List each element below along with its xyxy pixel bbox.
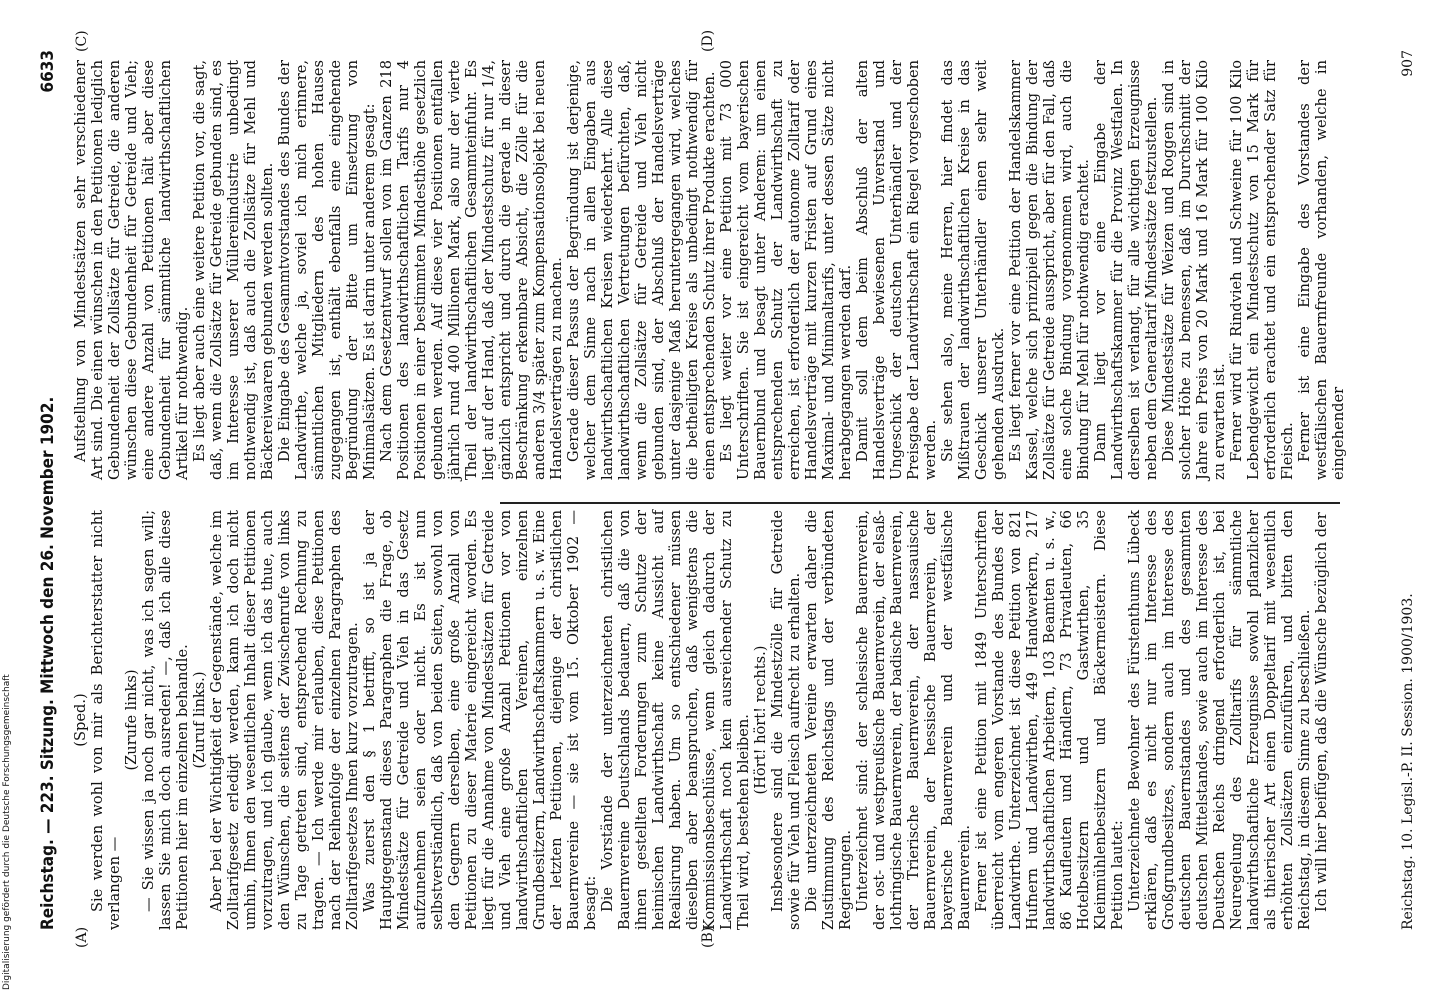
header-title: Reichstag. — 223. Sitzung. Mittwoch den 26. November 1902. xyxy=(38,396,58,930)
column-divider xyxy=(500,502,1340,504)
paragraph: Aufstellung von Mindestsätzen sehr verschiedener Art sind. Die einen wünschen in den Petitionen lediglich Gebundenheit der Zollsätze für Getreide, die anderen wünschen diese Gebundenheit für Getreide und Vieh; eine andere Anzahl von Petitionen hält aber diese Gebundenheit für sämmtliche landwirthschaftlichen Artikel für nothwendig. xyxy=(72,60,191,480)
footer-page-number: 907 xyxy=(1400,50,1416,77)
left-column xyxy=(72,510,1330,930)
paragraph: (Zurufe links) xyxy=(123,669,140,771)
paragraph: Die unterzeichneten Vereine erwarten daher die Zustimmung des Reichstags und der verbündeten Regierungen. xyxy=(803,510,854,930)
paragraph: Es liegt weiter vor eine Petition mit 73 000 Unterschriften. Sie ist eingereicht vom bayerischen Bauernbund und besagt unter Anderem: um einen entsprechenden Schutz der Landwirthschaft zu erreichen, ist erforderlich der autonome Zolltarif oder Handelsverträge mit kurzen Fristen auf Grund eines Maximal- und Minimaltarifs, unter dessen Sätze nicht herabgegangen werden darf. xyxy=(718,60,854,480)
margin-mark-a: (A) xyxy=(74,926,90,948)
paragraph: Diese Mindestsätze für Weizen und Roggen sind in solcher Höhe zu bemessen, daß im Durchschnitt der Jahre ein Preis von 20 Mark und 16 Mark für 100 Kilo zu erwarten ist. xyxy=(1160,60,1228,480)
paragraph: (Hört! hört! rechts.) xyxy=(752,645,769,795)
margin-mark-b: (B) xyxy=(700,926,716,948)
paragraph: Sie sehen also, meine Herren, hier findet das Mißtrauen der landwirthschaftlichen Kreise in das Geschick unserer Unterhändler einen sehr weit gehenden Ausdruck. xyxy=(939,60,1007,480)
paragraph: Unterzeichnet sind: der schlesische Bauernverein, der ost- und westpreußische Bauernverein, der elsaß-lothringische Bauernverein, der badische Bauernverein, der Trierische Bauernverein, der nassauische Bauernverein, der hessische Bauernverein, der bayerische Bauernverein und der westfälische Bauernverein. xyxy=(854,510,973,930)
paragraph: Was zuerst den § 1 betrifft, so ist ja der Hauptgegenstand dieses Paragraphen die Frage, ob Mindestsätze für Getreide und Vieh in das Gesetz aufzunehmen seien oder nicht. Es ist nun selbstverständlich, daß von beiden Seiten, sowohl von den Gegnern derselben, eine große Anzahl von Petitionen zu dieser Materie eingereicht worden. Es liegt für die Annahme von Mindestsätzen für Getreide und Vieh eine große Anzahl Petitionen vor von landwirthschaftlichen Vereinen, einzelnen Grundbesitzern, Landwirthschaftskammern u. s. w. Eine der letzten Petitionen, diejenige der christlichen Bauernvereine — sie ist vom 15. Oktober 1902 — besagt: xyxy=(361,510,599,930)
paragraph: — Sie wissen ja noch gar nicht, was ich sagen will; lassen Sie mich doch ausreden! —, daß ich alle diese Petitionen hier im einzelnen behandle. xyxy=(140,510,191,930)
paragraph: Unterzeichnete Bewohner des Fürstenthums Lübeck erklären, daß es nicht nur im Interesse des Großgrundbesitzes, sondern auch im Interesse des deutschen Bauernstandes und des gesammten deutschen Mittelstandes, sowie auch im Interesse des Deutschen Reichs dringend erforderlich ist, bei Neuregelung des Zolltarifs für sämmtliche landwirthschaftliche Erzeugnisse sowohl pflanzlicher als thierischer Art einen Doppeltarif mit wesentlich erhöhten Zollsätzen einzuführen, und bitten den Reichstag, in diesem Sinne zu beschließen. xyxy=(1126,510,1313,930)
margin-mark-c: (C) xyxy=(74,30,90,52)
paragraph: (Sped.) xyxy=(72,693,89,747)
page-header xyxy=(30,50,64,930)
paragraph: Es liegt ferner vor eine Petition der Handelskammer Kassel, welche sich prinzipiell gegen die Bindung der Zollsätze für Getreide ausspricht, aber für den Fall, daß eine solche Bindung vorgenommen wird, auch die Bindung für Mehl für nothwendig erachtet. xyxy=(1007,60,1092,480)
paragraph: Insbesondere sind die Mindestzölle für Getreide sowie für Vieh und Fleisch aufrecht zu erhalten. xyxy=(769,510,803,930)
paragraph: Ich will hier beifügen, daß die Wünsche bezüglich der xyxy=(1313,512,1330,912)
paragraph: Sie werden wohl von mir als Berichterstatter nicht verlangen — xyxy=(89,510,123,930)
paragraph: (Zuruf links.) xyxy=(191,671,208,769)
paragraph: Nach dem Gesetzentwurf sollen von im Ganzen 218 Positionen des landwirthschaftlichen Tarifs nur 4 Positionen in einer bestimmten Mindesthöhe gesetzlich gebunden werden. Auf diese vier Positionen entfallen jährlich rund 400 Millionen Mark, also nur der vierte Theil der landwirthschaftlichen Gesammteinfuhr. Es liegt auf der Hand, daß der Mindestschutz für nur 1/4, gänzlich entspricht und durch die gerade in dieser Beschränkung erkennbare Absicht, die Zölle für die anderen 3/4 später zum Kompensationsobjekt bei neuen Handelsverträgen zu machen. xyxy=(378,60,565,480)
paragraph: Die Vorstände der unterzeichneten christlichen Bauernvereine Deutschlands bedauern, daß die von ihnen gestellten Forderungen zum Schutze der heimischen Landwirthschaft keine Aussicht auf Realisirung haben. Um so entschiedener müssen dieselben aber beanspruchen, daß wenigstens die Kommissionsbeschlüsse, wenn gleich dadurch der Landwirthschaft noch kein ausreichender Schutz zu Theil wird, bestehen bleiben. xyxy=(599,510,752,930)
paragraph: Ferner ist eine Petition mit 1849 Unterschriften überreicht vom engeren Vorstande des Bundes der Landwirthe. Unterzeichnet ist diese Petition von 821 Hufnern und Landwirthen, 449 Handwerkern, 217 landwirthschaftlichen Arbeitern, 103 Beamten u. s. w., 86 Kaufleuten und Händlern, 73 Privatleuten, 66 Hotelbesitzern und Gastwirthen, 35 Kleinmühlenbesitzern und Bäckermeistern. Diese Petition lautet: xyxy=(973,510,1126,930)
margin-mark-d: (D) xyxy=(700,29,716,52)
footer-source: Reichstag. 10. Legisl.-P. II. Session. 1900/1903. xyxy=(1400,593,1416,930)
page-number: 6633 xyxy=(38,50,58,93)
paragraph: Gerade dieser Passus der Begründung ist derjenige, welcher dem Sinne nach in allen Eingaben aus landwirthschaftlichen Kreisen wiederkehrt. Alle diese landwirthschaftlichen Vertretungen befürchten, daß, wenn die Zollsätze für Getreide und Vieh nicht gebunden sind, der Abschluß der Handelsverträge unter dasjenige Maß heruntergegangen wird, welches die betheiligten Kreise als unbedingt nothwendig für einen entsprechenden Schutz ihrer Produkte erachten. xyxy=(565,60,718,480)
paragraph: Ferner wird für Rindvieh und Schweine für 100 Kilo Lebendgewicht ein Mindestschutz von 15 Mark für erforderlich erachtet und ein entsprechender Satz für Fleisch. xyxy=(1228,60,1296,480)
paragraph: Es liegt aber auch eine weitere Petition vor, die sagt, daß, wenn die Zollsätze für Getreide gebunden sind, es im Interesse unserer Müllereiindustrie unbedingt nothwendig ist, daß auch die Zollsätze für Mehl und Bäckereiwaaren gebunden werden sollten. xyxy=(191,60,276,480)
side-note-text: Digitalisierung gefördert durch die Deutsche Forschungsgemeinschaft xyxy=(2,674,12,990)
paragraph: Ferner ist eine Eingabe des Vorstandes der westfälischen Bauernfreunde vorhanden, welche in eingehender xyxy=(1296,60,1347,480)
paragraph: Dann liegt vor eine Eingabe der Landwirthschaftskammer für die Provinz Westfalen. In derselben ist verlangt, für alle wichtigen Erzeugnisse neben dem Generaltarif Mindestsätze festzustellen. xyxy=(1092,60,1160,480)
paragraph: Aber bei der Wichtigkeit der Gegenstände, welche im Zolltarifgesetz erledigt werden, kann ich doch nicht umhin, Ihnen den wesentlichen Inhalt dieser Petitionen vorzutragen, und ich glaube, wenn ich das thue, auch den Wünschen, die seitens der Zwischenrufe von links zu Tage getreten sind, entsprechend Rechnung zu tragen. — Ich werde mir erlauben, diese Petitionen nach der Reihenfolge der einzelnen Paragraphen des Zolltarifgesetzes Ihnen kurz vorzutragen. xyxy=(208,510,361,930)
side-note xyxy=(2,600,14,990)
right-column xyxy=(72,60,1347,480)
paragraph: Damit soll dem beim Abschluß der alten Handelsverträge bewiesenen Unverstand und Ungeschick der deutschen Unterhändler und der Preisgabe der Landwirthschaft ein Riegel vorgeschoben werden. xyxy=(854,60,939,480)
paragraph: Die Eingabe des Gesammtvorstandes des Bundes der Landwirthe, welche ja, soviel ich mich erinnere, sämmtlichen Mitgliedern des hohen Hauses zugegangen ist, enthält ebenfalls eine eingehende Begründung der Bitte um Einsetzung von Minimalsätzen. Es ist darin unter anderem gesagt: xyxy=(276,60,378,480)
